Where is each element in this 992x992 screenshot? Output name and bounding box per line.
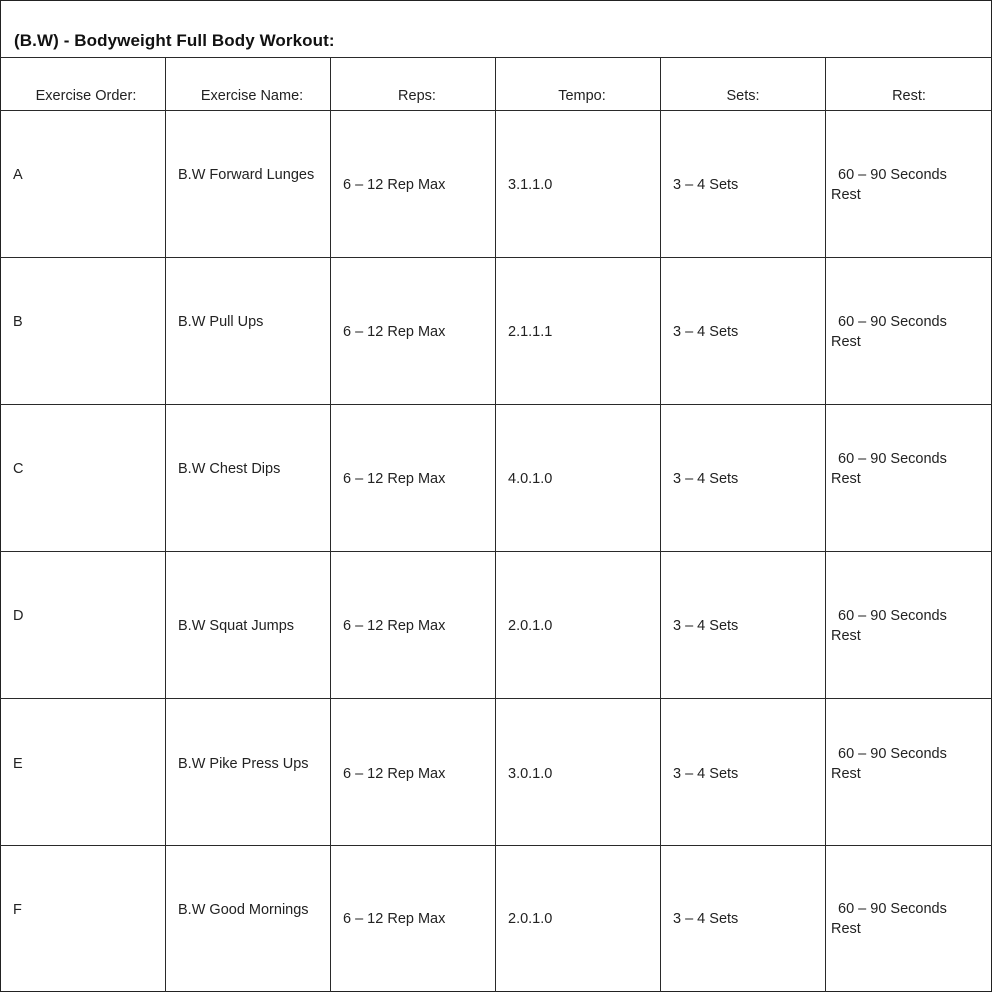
sets-cell: 3 – 4 Sets	[673, 766, 739, 782]
rest-cell	[831, 165, 947, 205]
column-divider	[825, 57, 826, 992]
rest-label: Rest	[831, 334, 861, 350]
reps-cell: 6 – 12 Rep Max	[343, 911, 446, 927]
header-exercise-name: Exercise Name:	[200, 88, 304, 104]
exercise-name-cell: B.W Squat Jumps	[178, 618, 295, 634]
reps-cell: 6 – 12 Rep Max	[343, 618, 446, 634]
column-divider	[330, 57, 331, 992]
exercise-name-cell: B.W Forward Lunges	[178, 167, 315, 183]
row-divider	[0, 551, 992, 552]
header-exercise-order: Exercise Order:	[35, 88, 137, 104]
exercise-name-cell: B.W Chest Dips	[178, 461, 281, 477]
rest-duration: 60 – 90 Seconds	[838, 746, 947, 762]
row-divider	[0, 404, 992, 405]
header-reps: Reps:	[398, 88, 436, 104]
sets-cell: 3 – 4 Sets	[673, 177, 739, 193]
exercise-order-cell: D	[13, 608, 24, 624]
tempo-cell: 2.1.1.1	[508, 324, 553, 340]
exercise-name-cell: B.W Pike Press Ups	[178, 756, 309, 772]
column-divider	[165, 57, 166, 992]
reps-cell: 6 – 12 Rep Max	[343, 177, 446, 193]
reps-cell: 6 – 12 Rep Max	[343, 471, 446, 487]
rest-duration: 60 – 90 Seconds	[838, 167, 947, 183]
sets-cell: 3 – 4 Sets	[673, 471, 739, 487]
table-top-border	[0, 57, 992, 58]
header-tempo: Tempo:	[558, 88, 606, 104]
tempo-cell: 3.1.1.0	[508, 177, 553, 193]
rest-cell	[831, 312, 947, 352]
exercise-order-cell: E	[13, 756, 23, 772]
tempo-cell: 2.0.1.0	[508, 911, 553, 927]
tempo-cell: 3.0.1.0	[508, 766, 553, 782]
exercise-order-cell: C	[13, 461, 24, 477]
header-rest: Rest:	[892, 88, 926, 104]
rest-duration: 60 – 90 Seconds	[838, 314, 947, 330]
column-divider	[660, 57, 661, 992]
row-divider	[0, 257, 992, 258]
rest-cell	[831, 899, 947, 939]
column-divider	[495, 57, 496, 992]
exercise-name-cell: B.W Pull Ups	[178, 314, 264, 330]
page-title: (B.W) - Bodyweight Full Body Workout:	[14, 31, 335, 50]
rest-cell	[831, 449, 947, 489]
tempo-cell: 4.0.1.0	[508, 471, 553, 487]
sets-cell: 3 – 4 Sets	[673, 911, 739, 927]
exercise-order-cell: B	[13, 314, 23, 330]
sets-cell: 3 – 4 Sets	[673, 324, 739, 340]
row-divider	[0, 845, 992, 846]
rest-label: Rest	[831, 628, 861, 644]
rest-cell	[831, 744, 947, 784]
rest-cell	[831, 606, 947, 646]
exercise-name-cell: B.W Good Mornings	[178, 902, 309, 918]
rest-label: Rest	[831, 471, 861, 487]
row-divider	[0, 698, 992, 699]
tempo-cell: 2.0.1.0	[508, 618, 553, 634]
rest-label: Rest	[831, 766, 861, 782]
exercise-order-cell: A	[13, 167, 23, 183]
reps-cell: 6 – 12 Rep Max	[343, 324, 446, 340]
header-divider	[0, 110, 992, 111]
rest-duration: 60 – 90 Seconds	[838, 901, 947, 917]
header-sets: Sets:	[726, 88, 760, 104]
rest-label: Rest	[831, 187, 861, 203]
rest-duration: 60 – 90 Seconds	[838, 451, 947, 467]
exercise-order-cell: F	[13, 902, 22, 918]
rest-label: Rest	[831, 921, 861, 937]
rest-duration: 60 – 90 Seconds	[838, 608, 947, 624]
reps-cell: 6 – 12 Rep Max	[343, 766, 446, 782]
sets-cell: 3 – 4 Sets	[673, 618, 739, 634]
